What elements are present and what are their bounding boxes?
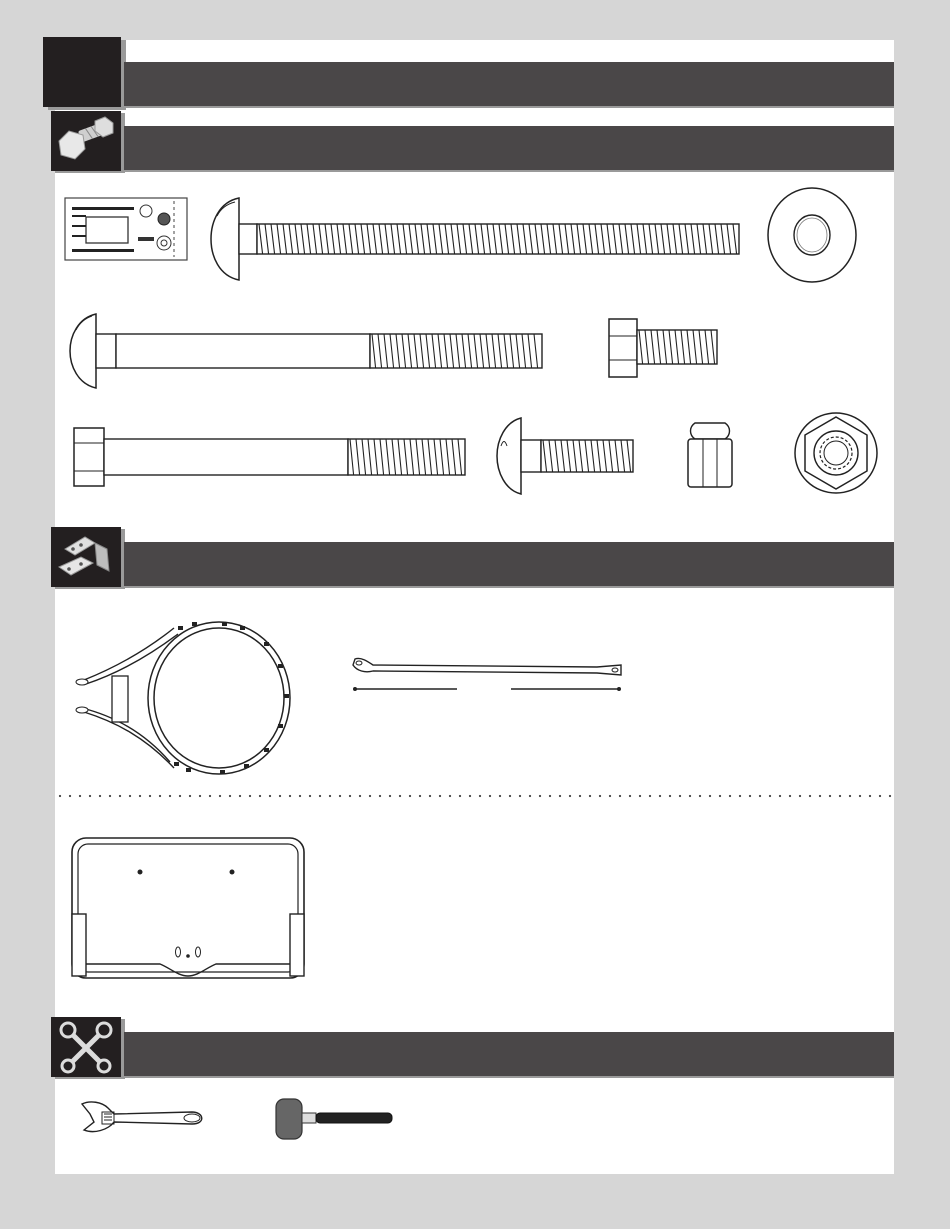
- hardware-section-bar: [124, 126, 894, 170]
- parts-section-bar: [124, 542, 894, 586]
- carriage-bolt-short: [497, 416, 637, 496]
- bolt-nut-icon: [51, 111, 121, 171]
- support-brace: [351, 655, 625, 695]
- backboard: [70, 836, 306, 982]
- step-number-box: [43, 37, 121, 107]
- rim-assembly: [74, 612, 300, 782]
- carriage-bolt-medium: [70, 312, 546, 390]
- step-title-bar: [124, 62, 894, 106]
- bracket-icon: [51, 527, 121, 587]
- adjustable-wrench: [80, 1100, 208, 1136]
- wrench-crossed-icon: [51, 1017, 121, 1077]
- rubber-mallet: [275, 1097, 395, 1141]
- flat-washer: [767, 186, 857, 284]
- hex-bolt-short: [608, 318, 720, 378]
- parts-section-icon: [51, 527, 121, 587]
- lock-nut: [685, 421, 735, 491]
- section-divider: [55, 794, 894, 798]
- tools-section-icon: [51, 1017, 121, 1077]
- flange-nut: [793, 411, 879, 495]
- tools-section-bar: [124, 1032, 894, 1076]
- hardware-card: [64, 197, 188, 261]
- long-carriage-bolt: [211, 196, 743, 282]
- hardware-section-icon: [51, 111, 121, 171]
- hex-bolt-long: [73, 427, 469, 487]
